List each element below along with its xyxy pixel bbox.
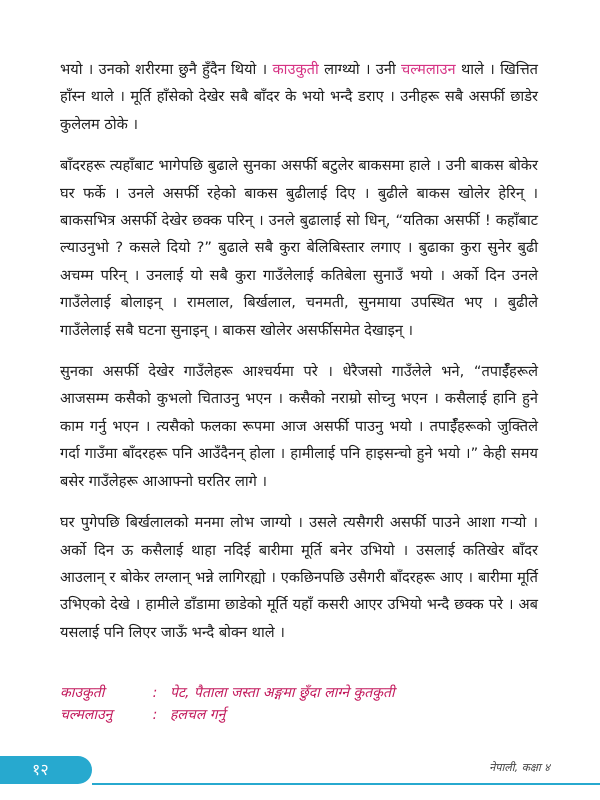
text-segment: सुनका असर्फी देखेर गाउँलेहरू आश्चर्यमा परे । धेरैजसो गाउँलेले भने, “तपाईँहरूले आजसम्म कसैको कुभलो चिताउनु भएन । कसैको नराम्रो सोच्नु भएन । कसैलाई हानि हुने काम गर्नु भएन । त्यसैको फलका रूपमा आज असर्फी पाउनु भयो । तपाईँहरूको जुक्तिले गर्दा गाउँमा बाँदरहरू पनि आउँदैनन् होला । हामीलाई पनि हाइसन्चो हुने भयो ।” केही समय बसेर गाउँलेहरू आआफ्नो घरतिर लागे । bbox=[60, 363, 538, 490]
glossary-row bbox=[60, 682, 538, 704]
text-segment: भयो । उनको शरीरमा छुनै हुँदैन थियो । bbox=[60, 61, 273, 78]
book-title: नेपाली, कक्षा ४ bbox=[489, 761, 550, 774]
text-segment: थाले । खित्तित हाँस्न थाले । मूर्ति हाँसेको देखेर सबै बाँदर के भयो भन्दै डराए । उनीहरू सबै असर्फी छाडेर कुलेलम ठोके । bbox=[60, 61, 538, 133]
glossary-definition: हलचल गर्नु bbox=[170, 707, 226, 723]
glossary-term: काउकुती bbox=[60, 685, 105, 701]
page-number: १२ bbox=[32, 760, 49, 779]
highlighted-word: चल्मलाउन bbox=[401, 61, 456, 78]
glossary-row bbox=[60, 704, 538, 726]
glossary-separator: : bbox=[152, 707, 158, 723]
text-segment: घर पुगेपछि बिर्खलालको मनमा लोभ जाग्यो । उसले त्यसैगरी असर्फी पाउने आशा गऱ्यो । अर्को दिन ऊ कसैलाई थाहा नदिई बारीमा मूर्ति बनेर उभियो । उसलाई कतिखेर बाँदर आउलान् र बोकेर लग्लान् भन्ने लागिरह्यो । एकछिनपछि उसैगरी बाँदरहरू आए । बारीमा मूर्ति उभिएको देखे । हामीले डाँडामा छाडेको मूर्ति यहाँ कसरी आएर उभियो भन्दै छक्क परे । अब यसलाई पनि लिएर जाऊँ भन्दै बोक्न थाले । bbox=[60, 514, 538, 641]
page-number-tab bbox=[0, 756, 92, 784]
paragraph-1 bbox=[60, 56, 538, 138]
glossary-separator: : bbox=[152, 685, 158, 701]
paragraph-2 bbox=[60, 152, 538, 344]
paragraph-4 bbox=[60, 509, 538, 646]
glossary bbox=[60, 682, 538, 726]
highlighted-word: काउकुती bbox=[272, 61, 319, 78]
glossary-definition: पेट, पैताला जस्ता अङ्गमा छुँदा लाग्ने कुतकुती bbox=[170, 685, 395, 701]
footer-rule bbox=[92, 783, 600, 785]
glossary-term: चल्मलाउनु bbox=[60, 707, 113, 723]
paragraph-3 bbox=[60, 358, 538, 495]
story-body bbox=[60, 56, 538, 660]
text-segment: बाँदरहरू त्यहाँबाट भागेपछि बुढाले सुनका असर्फी बटुलेर बाकसमा हाले । उनी बाकस बोकेर घर फर्के । उनले असर्फी रहेको बाकस बुढीलाई दिए । बुढीले बाकस खोलेर हेरिन् । बाकसभित्र असर्फी देखेर छक्क परिन् । उनले बुढालाई सो धिन्, “यतिका असर्फी ! कहाँबाट ल्याउनुभो ? कसले दियो ?” बुढाले सबै कुरा बेलिबिस्तार लगाए । बुढाका कुरा सुनेर बुढी अचम्म परिन् । उनलाई यो सबै कुरा गाउँलेलाई कतिबेला सुनाउँ भयो । अर्को दिन उनले गाउँलेलाई बोलाइन् । रामलाल, बिर्खलाल, चनमती, सुनमाया उपस्थित भए । बुढीले गाउँलेलाई सबै घटना सुनाइन् । बाकस खोलेर असर्फीसमेत देखाइन् । bbox=[60, 157, 538, 339]
text-segment: लाग्थ्यो । उनी bbox=[318, 61, 402, 78]
